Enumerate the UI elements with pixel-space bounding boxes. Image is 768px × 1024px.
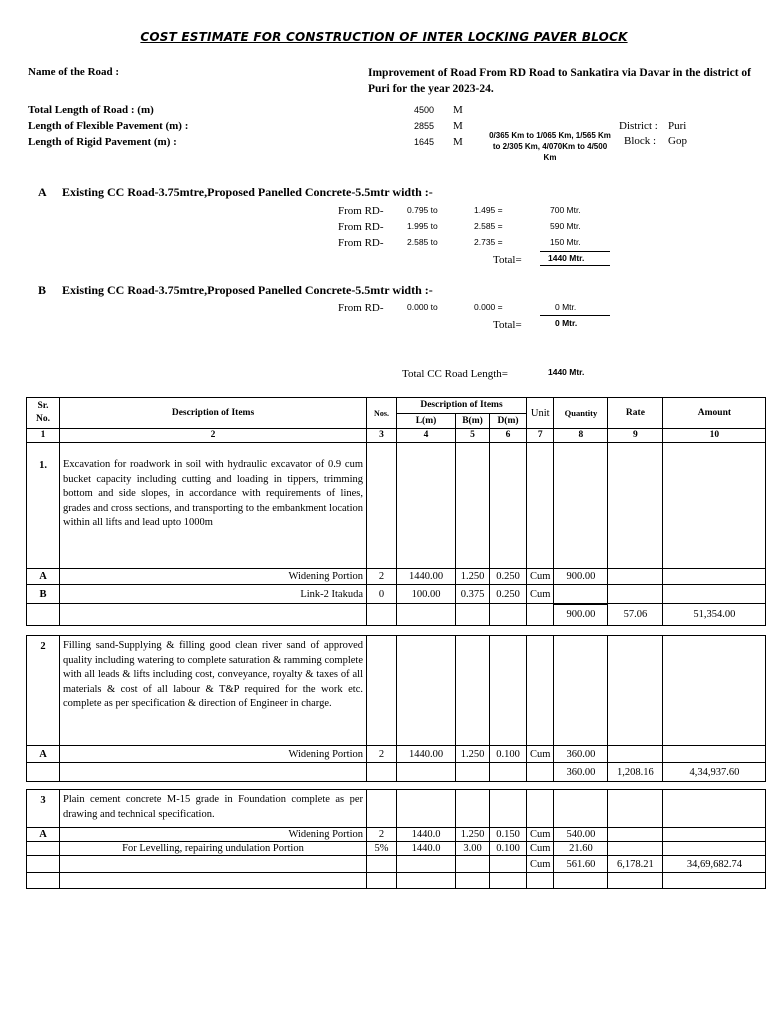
total-qty: 900.00 <box>554 604 608 626</box>
section-a-row-label: From RD- <box>338 221 384 233</box>
row-l: 1440.00 <box>397 746 456 763</box>
section-b-total-label: Total= <box>493 319 522 331</box>
row-qty: 21.60 <box>554 842 608 856</box>
col-number: 7 <box>527 429 554 443</box>
total-cc-value: 1440 Mtr. <box>548 367 585 377</box>
flexible-length-unit: M <box>453 120 463 132</box>
section-a-row-length: 590 Mtr. <box>550 221 581 231</box>
row-unit: Cum <box>527 828 554 842</box>
row-d: 0.250 <box>490 585 527 604</box>
district-value: Puri <box>668 120 687 132</box>
total-length-value: 4500 <box>414 105 435 115</box>
item-description: Plain cement concrete M-15 grade in Foundation complete as per drawing and technical specification. <box>60 790 367 828</box>
header-rate: Rate <box>608 398 663 429</box>
estimate-table <box>26 397 766 889</box>
section-a-row-from: 0.795 to <box>407 205 438 215</box>
section-a-total-underline <box>540 265 610 266</box>
row-l: 1440.0 <box>397 828 456 842</box>
total-rate: 6,178.21 <box>608 856 663 873</box>
item-sr: 2 <box>27 636 60 746</box>
section-a-row-to: 1.495 = <box>474 205 503 215</box>
row-d: 0.100 <box>490 842 527 856</box>
section-a-row-to: 2.585 = <box>474 221 503 231</box>
row-nos: 0 <box>367 585 397 604</box>
section-a-row-from: 2.585 to <box>407 237 438 247</box>
item-description: Filling sand-Supplying & filling good clean river sand of approved quality including watering to complete saturation & ramming complete with all leads & lifts including cost, conveyance, royalty & taxes of all materials & cost of all labour & T&P required for the work etc. complete as per specification & direction of Engineer in charge. <box>60 636 367 746</box>
row-sub: A <box>27 746 60 763</box>
col-number: 4 <box>397 429 456 443</box>
rigid-length-label: Length of Rigid Pavement (m) : <box>28 136 177 148</box>
section-a-row-length: 700 Mtr. <box>550 205 581 215</box>
row-sub: A <box>27 569 60 585</box>
flexible-length-value: 2855 <box>414 121 435 131</box>
row-b: 1.250 <box>456 746 490 763</box>
section-a-row-to: 2.735 = <box>474 237 503 247</box>
total-amount: 34,69,682.74 <box>663 856 766 873</box>
row-name: Widening Portion <box>60 569 367 585</box>
col-number: 6 <box>490 429 527 443</box>
header-l: L(m) <box>397 414 456 429</box>
row-b: 0.375 <box>456 585 490 604</box>
section-a-row-label: From RD- <box>338 237 384 249</box>
district-label: District : <box>619 120 658 132</box>
total-qty: 360.00 <box>554 763 608 782</box>
col-number: 2 <box>60 429 367 443</box>
section-a-row-label: From RD- <box>338 205 384 217</box>
block-label: Block : <box>624 135 657 147</box>
row-sub: B <box>27 585 60 604</box>
row-l: 1440.0 <box>397 842 456 856</box>
header-b: B(m) <box>456 414 490 429</box>
row-d: 0.100 <box>490 746 527 763</box>
row-d: 0.250 <box>490 569 527 585</box>
section-a-total-label: Total= <box>493 254 522 266</box>
road-name-label: Name of the Road : <box>28 66 120 78</box>
header-quantity: Quantity <box>554 398 608 429</box>
row-unit: Cum <box>527 569 554 585</box>
row-qty: 540.00 <box>554 828 608 842</box>
col-number: 10 <box>663 429 766 443</box>
section-b-row-to: 0.000 = <box>474 302 503 312</box>
section-a-total-rule <box>540 251 610 252</box>
row-name: For Levelling, repairing undulation Portion <box>60 842 367 856</box>
header-nos: Nos. <box>367 398 397 429</box>
total-cc-label: Total CC Road Length= <box>402 368 508 380</box>
row-name: Widening Portion <box>60 828 367 842</box>
row-name: Link-2 Itakuda <box>60 585 367 604</box>
row-unit: Cum <box>527 585 554 604</box>
section-a-total-value: 1440 Mtr. <box>548 253 585 263</box>
section-a-letter: A <box>38 185 47 199</box>
row-d: 0.150 <box>490 828 527 842</box>
col-number: 9 <box>608 429 663 443</box>
header-d: D(m) <box>490 414 527 429</box>
header-sr: Sr. No. <box>27 398 60 429</box>
section-b-total-value: 0 Mtr. <box>555 318 578 328</box>
row-nos: 2 <box>367 746 397 763</box>
total-rate: 1,208.16 <box>608 763 663 782</box>
header-desc-group: Description of Items <box>397 398 527 414</box>
total-unit <box>527 604 554 626</box>
row-unit: Cum <box>527 746 554 763</box>
col-number: 1 <box>27 429 60 443</box>
rigid-length-unit: M <box>453 136 463 148</box>
row-nos: 2 <box>367 569 397 585</box>
header-unit: Unit <box>527 398 554 429</box>
section-b-row-from: 0.000 to <box>407 302 438 312</box>
rigid-length-note: 0/365 Km to 1/065 Km, 1/565 Km to 2/305 Km, 4/070Km to 4/500 Km <box>489 131 611 162</box>
total-qty: 561.60 <box>554 856 608 873</box>
col-number: 8 <box>554 429 608 443</box>
section-a-row-length: 150 Mtr. <box>550 237 581 247</box>
row-sub <box>27 842 60 856</box>
section-b-row-label: From RD- <box>338 302 384 314</box>
col-number: 5 <box>456 429 490 443</box>
item-description: Excavation for roadwork in soil with hydraulic excavator of 0.9 cum bucket capacity including cutting and loading in tippers, trimming bottom and side slopes, in accordance with requirements of lines, grades and cross sections, and transporting to the embankment location within all lifts and lead upto 1000m <box>60 443 367 569</box>
row-nos: 2 <box>367 828 397 842</box>
row-name: Widening Portion <box>60 746 367 763</box>
flexible-length-label: Length of Flexible Pavement (m) : <box>28 120 189 132</box>
section-b-total-rule <box>540 315 610 316</box>
total-length-unit: M <box>453 104 463 116</box>
header-description: Description of Items <box>60 398 367 429</box>
row-unit: Cum <box>527 842 554 856</box>
total-amount: 51,354.00 <box>663 604 766 626</box>
col-number: 3 <box>367 429 397 443</box>
total-length-label: Total Length of Road : (m) <box>28 104 154 116</box>
row-qty: 900.00 <box>554 569 608 585</box>
row-qty <box>554 585 608 604</box>
total-rate: 57.06 <box>608 604 663 626</box>
row-b: 3.00 <box>456 842 490 856</box>
row-b: 1.250 <box>456 569 490 585</box>
section-b-row-length: 0 Mtr. <box>555 302 577 312</box>
section-a-heading: Existing CC Road-3.75mtre,Proposed Panelled Concrete-5.5mtr width :- <box>62 185 433 199</box>
row-b: 1.250 <box>456 828 490 842</box>
total-unit: Cum <box>527 856 554 873</box>
total-unit <box>527 763 554 782</box>
block-value: Gop <box>668 135 687 147</box>
road-name-value: Improvement of Road From RD Road to Sankatira via Davar in the district of Puri for the year 2023-24. <box>368 67 751 95</box>
section-b-heading: Existing CC Road-3.75mtre,Proposed Panelled Concrete-5.5mtr width :- <box>62 283 433 297</box>
header-amount: Amount <box>663 398 766 429</box>
section-b-letter: B <box>38 283 47 297</box>
row-qty: 360.00 <box>554 746 608 763</box>
item-sr: 3 <box>27 790 60 828</box>
page-title: COST ESTIMATE FOR CONSTRUCTION OF INTER LOCKING PAVER BLOCK <box>140 30 628 44</box>
rigid-length-value: 1645 <box>414 137 435 147</box>
row-sub: A <box>27 828 60 842</box>
section-a-row-from: 1.995 to <box>407 221 438 231</box>
total-amount: 4,34,937.60 <box>663 763 766 782</box>
row-l: 100.00 <box>397 585 456 604</box>
item-sr: 1. <box>27 443 60 569</box>
row-l: 1440.00 <box>397 569 456 585</box>
row-nos: 5% <box>367 842 397 856</box>
